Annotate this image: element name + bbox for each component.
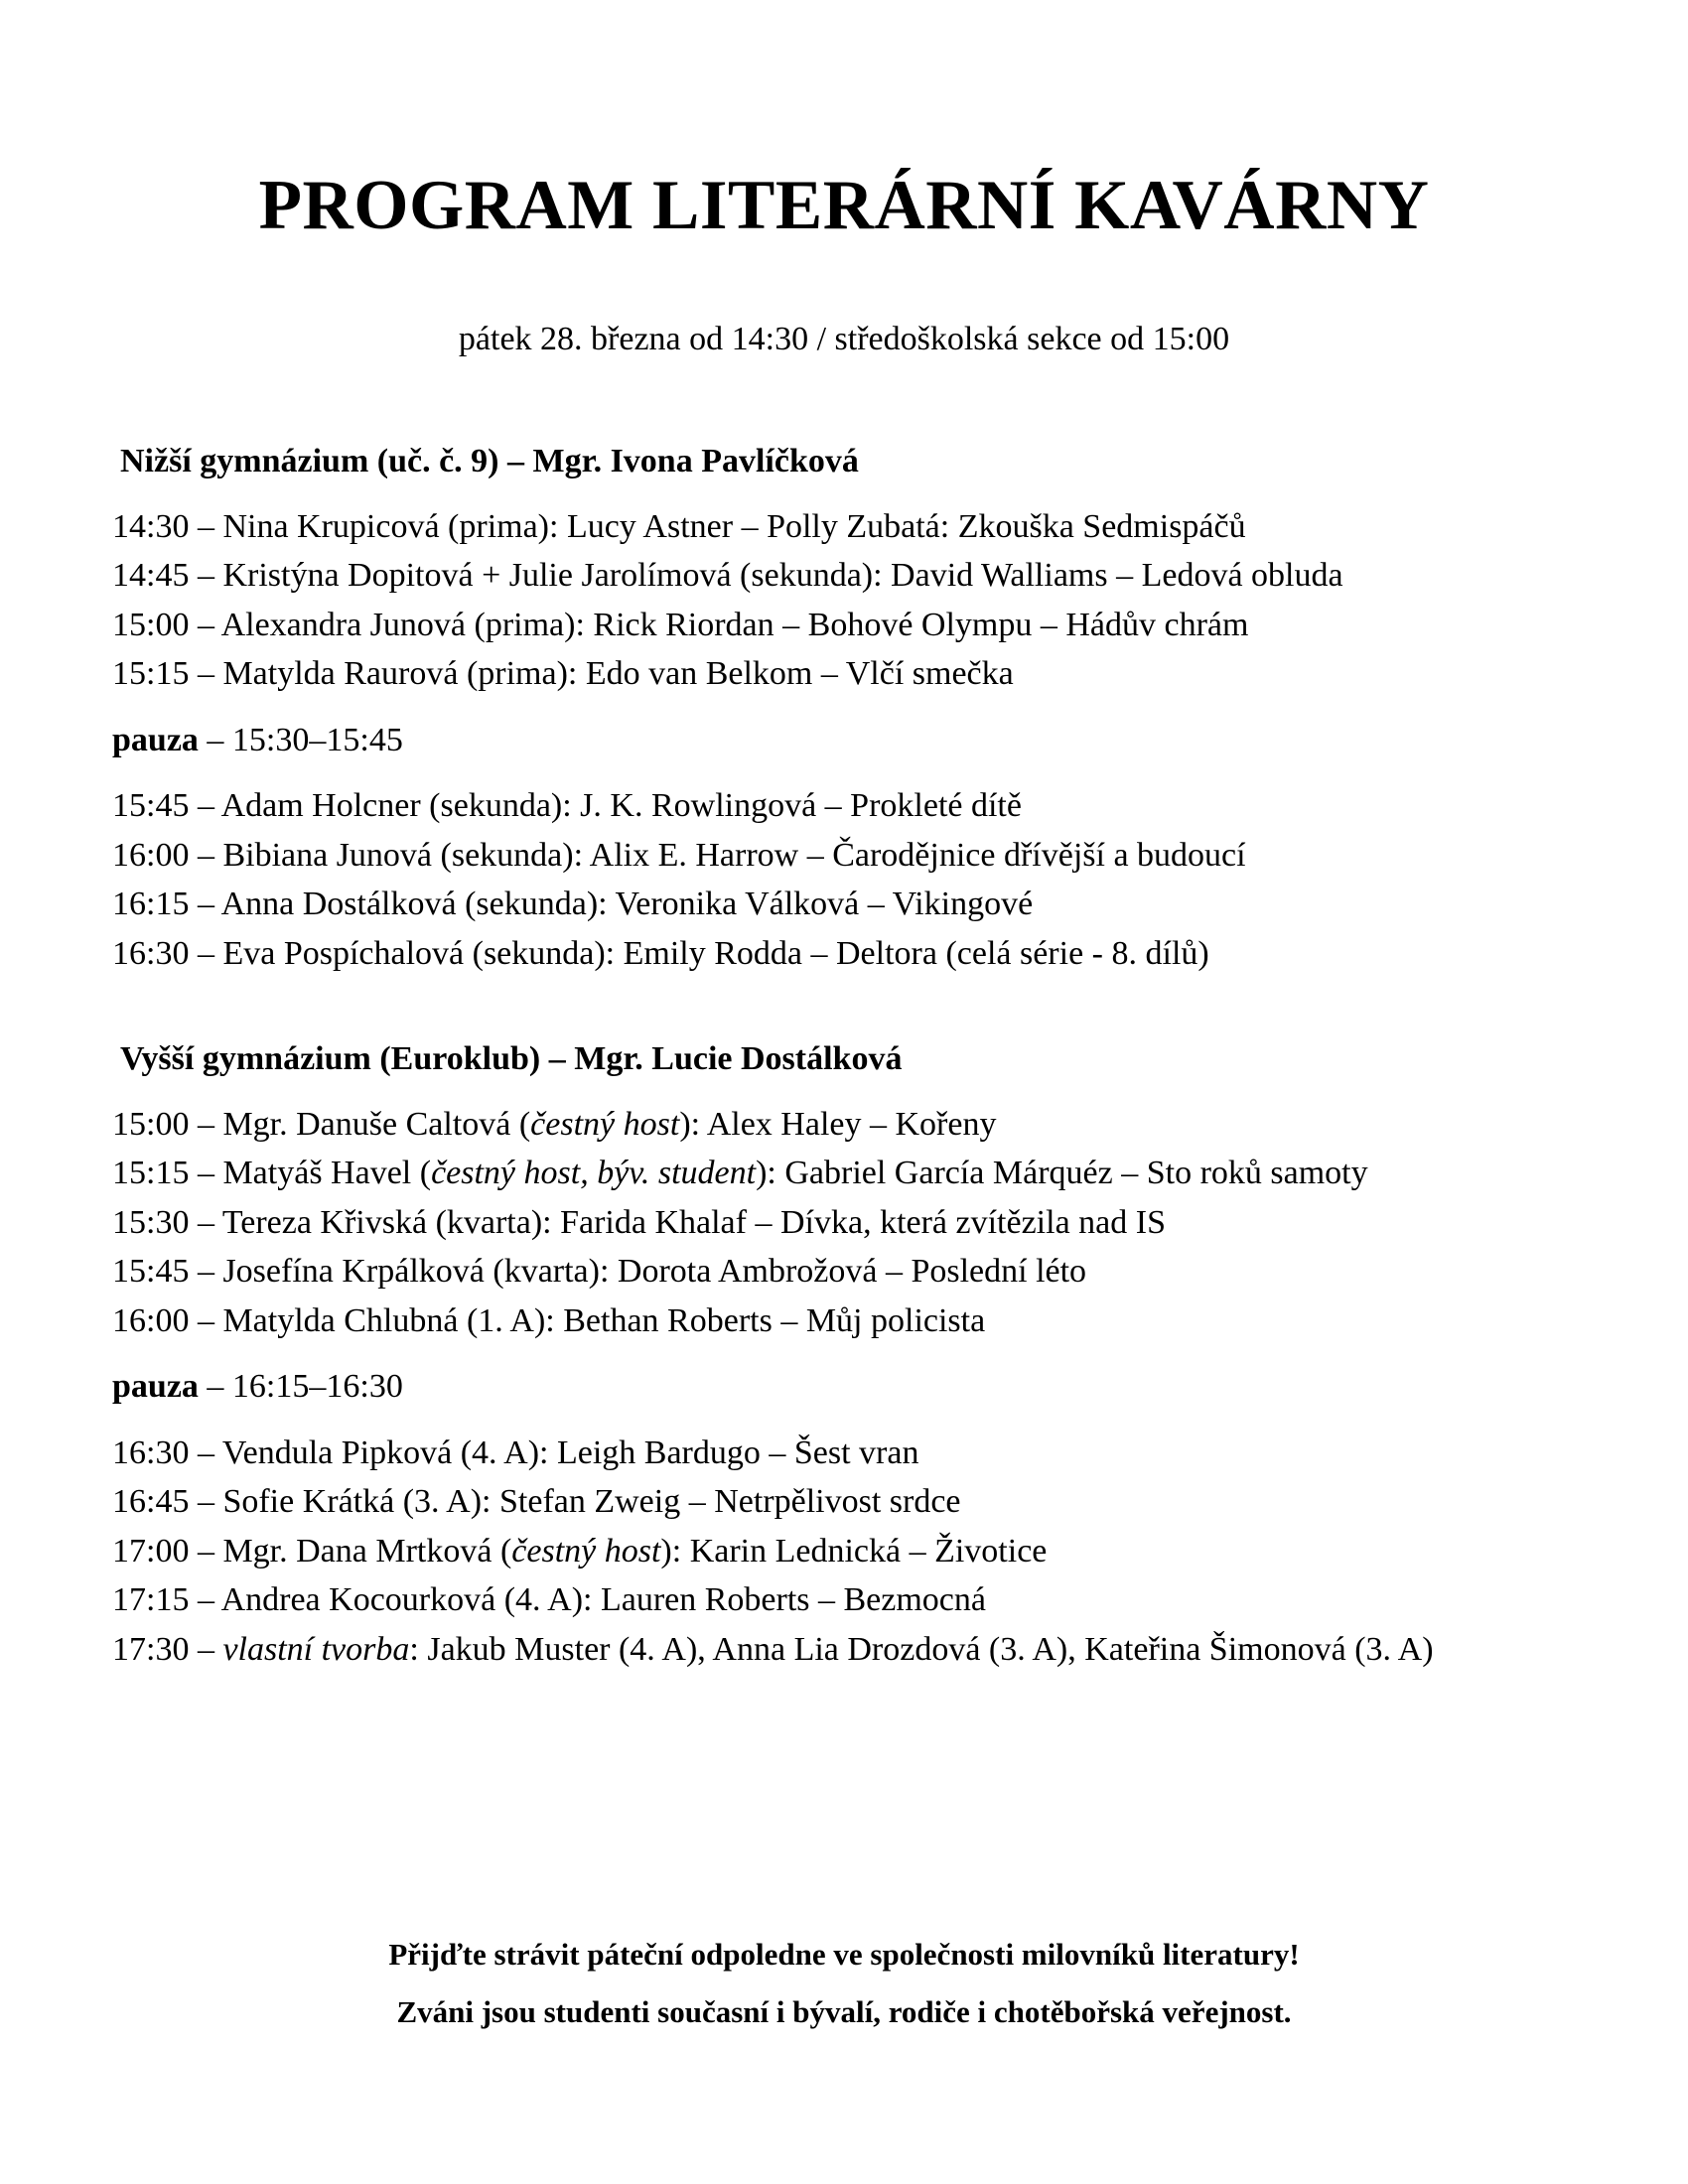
event-date-subtitle: pátek 28. března od 14:30 / středoškolská sekce od 15:00	[458, 321, 1230, 357]
pause-line	[112, 1362, 1582, 1412]
entry-time: 16:45	[112, 1483, 190, 1521]
entry-text: Alexandra Junová (prima): Rick Riordan – Bohové Olympu – Hádův chrám	[220, 606, 1249, 643]
page-title: PROGRAM LITERÁRNÍ KAVÁRNY	[258, 167, 1430, 244]
program-entry	[112, 1100, 1582, 1150]
dash-separator: –	[198, 721, 232, 758]
program-entry	[112, 781, 1582, 831]
entry-text: Mgr. Danuše Caltová (	[222, 1105, 531, 1143]
entry-italic-note: čestný host	[530, 1105, 680, 1143]
section-lower-gymnasium	[112, 442, 1582, 978]
pause-label: pauza	[112, 721, 199, 758]
entry-text: Andrea Kocourková (4. A): Lauren Roberts – Bezmocná	[220, 1581, 986, 1619]
program-entry	[112, 1625, 1582, 1675]
program-entry	[112, 1429, 1582, 1478]
dash-separator: –	[189, 1155, 223, 1192]
entry-italic-note: čestný host, býv. student	[431, 1155, 757, 1192]
entry-text: Bibiana Junová (sekunda): Alix E. Harrow – Čarodějnice dřívější a budoucí	[222, 836, 1246, 874]
program-entry	[112, 1575, 1582, 1625]
dash-separator: –	[189, 836, 223, 874]
section-upper-gymnasium	[112, 1039, 1582, 1674]
program-entry	[112, 880, 1582, 929]
entry-text-tail: ): Gabriel García Márquéz – Sto roků samoty	[756, 1155, 1368, 1192]
entry-text: Adam Holcner (sekunda): J. K. Rowlingová – Prokleté dítě	[220, 787, 1022, 825]
invitation-line-1: Přijďte strávit páteční odpoledne ve společnosti milovníků literatury!	[388, 1937, 1300, 1972]
dash-separator: –	[198, 1368, 232, 1406]
invitation-footer	[0, 1926, 1688, 2041]
entry-text: Mgr. Dana Mrtková (	[222, 1532, 512, 1570]
pause-label: pauza	[112, 1368, 199, 1406]
entry-time: 17:30	[112, 1630, 190, 1668]
dash-separator: –	[189, 1203, 222, 1241]
dash-separator: –	[189, 1630, 223, 1668]
entry-time: 14:45	[112, 557, 190, 595]
entry-time: 15:30	[112, 1203, 190, 1241]
entry-text-tail: : Jakub Muster (4. A), Anna Lia Drozdová (3. A), Kateřina Šimonová (3. A)	[409, 1630, 1434, 1668]
entry-text: Tereza Křivská (kvarta): Farida Khalaf – Dívka, která zvítězila nad IS	[221, 1203, 1166, 1241]
program-entry	[112, 601, 1582, 650]
entry-time: 15:45	[112, 1253, 190, 1291]
dash-separator: –	[189, 886, 221, 923]
entry-time: 15:45	[112, 787, 190, 825]
dash-separator: –	[189, 787, 221, 825]
section-heading: Vyšší gymnázium (Euroklub) – Mgr. Lucie Dostálková	[120, 1040, 903, 1077]
program-entry	[112, 649, 1582, 699]
entry-time: 15:15	[112, 655, 190, 693]
program-list-after-pause	[112, 1429, 1582, 1675]
entry-italic-note: čestný host	[511, 1532, 661, 1570]
program-entry	[112, 502, 1582, 552]
program-list-after-pause	[112, 781, 1582, 978]
program-entry	[112, 831, 1582, 881]
entry-time: 15:15	[112, 1155, 190, 1192]
dash-separator: –	[189, 1483, 223, 1521]
dash-separator: –	[189, 1433, 222, 1471]
entry-text: Sofie Krátká (3. A): Stefan Zweig – Netrpělivost srdce	[222, 1483, 961, 1521]
invitation-line-2: Zváni jsou studenti současní i bývalí, rodiče i chotěbořská veřejnost.	[396, 1994, 1292, 2029]
entry-text-tail: ): Karin Lednická – Životice	[660, 1532, 1048, 1570]
entry-time: 15:00	[112, 606, 190, 643]
section-heading: Nižší gymnázium (uč. č. 9) – Mgr. Ivona Pavlíčková	[120, 443, 859, 479]
entry-italic-note: vlastní tvorba	[222, 1630, 410, 1668]
entry-text: Josefína Krpálková (kvarta): Dorota Ambrožová – Poslední léto	[222, 1253, 1087, 1291]
entry-text: Matylda Raurová (prima): Edo van Belkom – Vlčí smečka	[222, 655, 1014, 693]
entry-time: 16:30	[112, 934, 190, 972]
program-entry	[112, 1198, 1582, 1248]
entry-time: 16:30	[112, 1433, 190, 1471]
dash-separator: –	[189, 934, 223, 972]
program-entry	[112, 551, 1582, 601]
entry-text: Matylda Chlubná (1. A): Bethan Roberts – Můj policista	[222, 1301, 986, 1339]
program-entry	[112, 1149, 1582, 1198]
pause-line	[112, 716, 1582, 765]
entry-text: Vendula Pipková (4. A): Leigh Bardugo – Šest vran	[221, 1433, 919, 1471]
pause-time: 16:15–16:30	[231, 1368, 403, 1406]
dash-separator: –	[189, 1301, 223, 1339]
dash-separator: –	[189, 557, 223, 595]
entry-time: 14:30	[112, 507, 190, 545]
entry-text: Kristýna Dopitová + Julie Jarolímová (sekunda): David Walliams – Ledová obluda	[222, 557, 1343, 595]
pause-time: 15:30–15:45	[231, 721, 403, 758]
entry-time: 16:00	[112, 1301, 190, 1339]
entry-time: 15:00	[112, 1105, 190, 1143]
entry-time: 17:00	[112, 1532, 190, 1570]
dash-separator: –	[189, 1581, 221, 1619]
program-list-before-pause	[112, 502, 1582, 699]
entry-time: 16:00	[112, 836, 190, 874]
dash-separator: –	[189, 1532, 223, 1570]
entry-time: 16:15	[112, 886, 190, 923]
entry-text: Eva Pospíchalová (sekunda): Emily Rodda – Deltora (celá série - 8. dílů)	[222, 934, 1209, 972]
dash-separator: –	[189, 507, 223, 545]
entry-text: Anna Dostálková (sekunda): Veronika Válková – Vikingové	[220, 886, 1034, 923]
entry-text: Matyáš Havel (	[222, 1155, 432, 1192]
dash-separator: –	[189, 1253, 223, 1291]
dash-separator: –	[189, 606, 221, 643]
program-entry	[112, 1247, 1582, 1297]
program-entry	[112, 929, 1582, 979]
program-entry	[112, 1477, 1582, 1527]
dash-separator: –	[189, 1105, 223, 1143]
entry-text-tail: ): Alex Haley – Kořeny	[679, 1105, 997, 1143]
program-entry	[112, 1297, 1582, 1346]
program-entry	[112, 1527, 1582, 1576]
entry-time: 17:15	[112, 1581, 190, 1619]
program-list-before-pause	[112, 1100, 1582, 1346]
entry-text: Nina Krupicová (prima): Lucy Astner – Polly Zubatá: Zkouška Sedmispáčů	[222, 507, 1246, 545]
dash-separator: –	[189, 655, 223, 693]
